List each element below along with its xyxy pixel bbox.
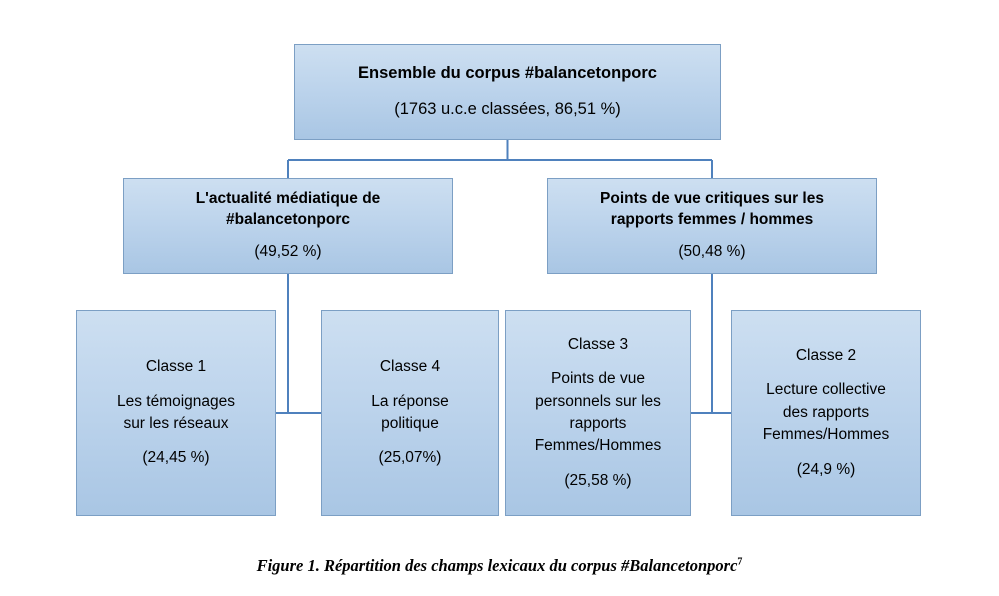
root-title: Ensemble du corpus #balancetonporc [358,64,657,83]
branch-right-percent: (50,48 %) [678,243,746,261]
root-stats: (1763 u.c.e classées, 86,51 %) [394,100,621,118]
classe-1-title: Classe 1 [145,358,207,376]
node-branch-actualite-mediatique [123,178,453,274]
classe-4-desc-line-1: La réponse [371,392,449,410]
branch-left-percent: (49,52 %) [254,243,322,261]
classe-3-desc-line-1: Points de vue [551,370,645,388]
figure-caption [0,556,999,576]
classe-2-desc-line-3: Femmes/Hommes [762,426,890,444]
classe-1-desc-line-1: Les témoignages [116,392,236,410]
node-branch-points-de-vue-critiques [547,178,877,274]
classe-2-description [763,380,890,445]
classe-4-desc-line-2: politique [381,415,439,432]
node-root-corpus [294,44,721,140]
classe-4-description [371,392,449,435]
classe-1-percent: (24,45 %) [142,449,210,467]
classe-3-description [535,369,662,457]
classe-1-desc-line-2: sur les réseaux [123,415,229,432]
classe-3-title: Classe 3 [567,335,629,353]
node-classe-2 [731,310,921,516]
classe-1-description [117,392,235,435]
classe-2-percent: (24,9 %) [796,460,856,478]
figure-caption-footnote: 7 [737,556,743,568]
branch-right-title-line1: Points de vue critiques sur les [600,190,824,208]
classe-3-desc-line-3: rapports [569,415,627,432]
classe-2-desc-line-2: des rapports [782,403,870,421]
figure-caption-text: Figure 1. Répartition des champs lexicaux du corpus #Balancetonporc [256,556,738,575]
classe-3-percent: (25,58 %) [564,471,632,489]
classe-2-title: Classe 2 [795,346,857,364]
classe-3-desc-line-4: Femmes/Hommes [534,437,662,455]
classe-4-percent: (25,07%) [378,449,442,467]
branch-left-title-line2: #balancetonporc [225,210,351,228]
branch-left-title-line1: L'actualité médiatique de [195,190,381,208]
node-classe-1 [76,310,276,516]
node-classe-3 [505,310,691,516]
node-classe-4 [321,310,499,516]
classe-3-desc-line-2: personnels sur les [535,392,661,410]
classe-4-title: Classe 4 [379,358,441,376]
branch-right-title-line2: rapports femmes / hommes [610,210,814,228]
classe-2-desc-line-1: Lecture collective [766,381,886,399]
